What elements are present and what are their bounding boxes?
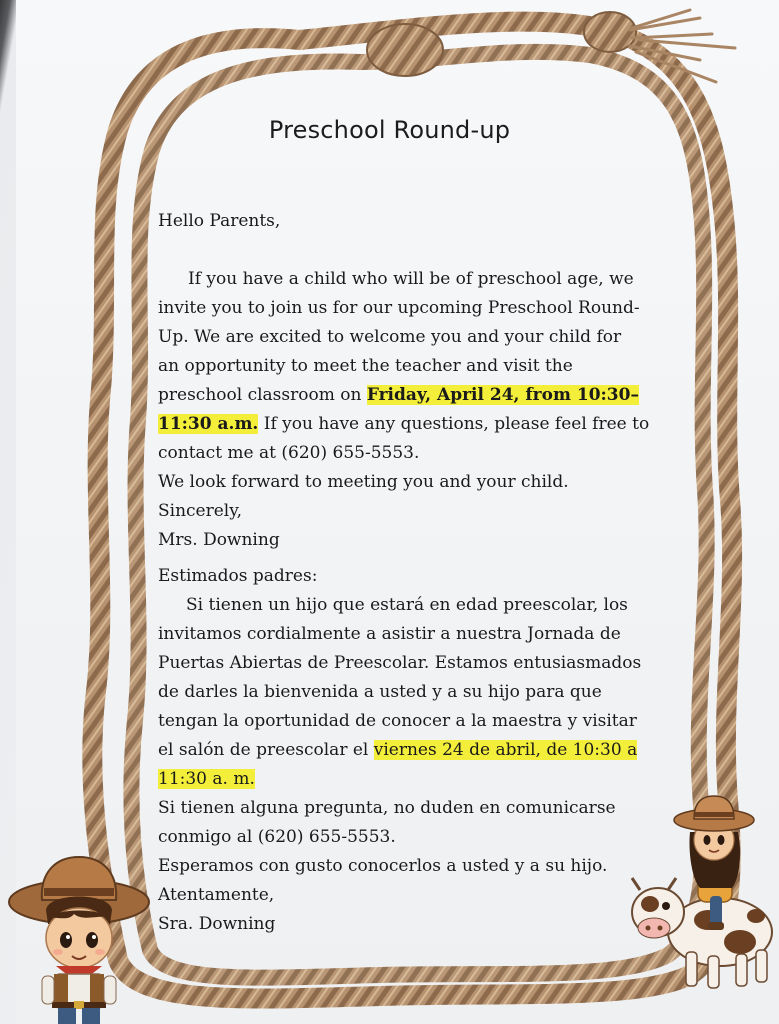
spanish-signature: Sra. Downing bbox=[158, 914, 276, 934]
cowgirl-on-cow-illustration bbox=[628, 792, 779, 996]
spanish-line-1: Si tienen un hijo que estará en edad preescolar, los bbox=[186, 595, 628, 615]
english-line-4: an opportunity to meet the teacher and visit the bbox=[158, 356, 573, 376]
english-line-8: We look forward to meeting you and your child. bbox=[158, 472, 569, 492]
rope-knot-right bbox=[584, 12, 636, 52]
english-line-6 bbox=[158, 410, 718, 439]
spanish-line-8: Si tienen alguna pregunta, no duden en comunicarse bbox=[158, 798, 616, 818]
english-line-1: If you have a child who will be of preschool age, we bbox=[188, 269, 634, 289]
english-letter bbox=[158, 207, 718, 555]
english-date-highlight: Friday, April 24, from 10:30– bbox=[366, 385, 639, 405]
page-title: Preschool Round-up bbox=[268, 116, 511, 144]
spanish-line-6 bbox=[158, 736, 718, 765]
spanish-date-highlight: viernes 24 de abril, de 10:30 a bbox=[373, 740, 638, 760]
english-line-7: contact me at (620) 655-5553. bbox=[158, 443, 420, 463]
spanish-line-2: invitamos cordialmente a asistir a nuestra Jornada de bbox=[158, 624, 621, 644]
english-line-5-text: preschool classroom on bbox=[158, 385, 367, 405]
spanish-greeting: Estimados padres: bbox=[158, 566, 318, 586]
english-line-2: invite you to join us for our upcoming Preschool Round- bbox=[158, 298, 640, 318]
spanish-line-10: Esperamos con gusto conocerlos a usted y a su hijo. bbox=[158, 856, 608, 876]
english-greeting: Hello Parents, bbox=[158, 211, 281, 231]
spanish-line-9: conmigo al (620) 655-5553. bbox=[158, 827, 396, 847]
spanish-line-6-text: el salón de preescolar el bbox=[158, 740, 374, 760]
spanish-line-5: tengan la oportunidad de conocer a la maestra y visitar bbox=[158, 711, 637, 731]
spanish-line-7 bbox=[158, 765, 718, 794]
english-time-highlight: 11:30 a.m. bbox=[158, 414, 259, 434]
spanish-time-highlight: 11:30 a. m. bbox=[158, 769, 255, 789]
english-line-6-text: If you have any questions, please feel free to bbox=[258, 414, 650, 434]
spanish-closing: Atentamente, bbox=[158, 885, 275, 905]
spanish-line-4: de darles la bienvenida a usted y a su hijo para que bbox=[158, 682, 602, 702]
spanish-line-3: Puertas Abiertas de Preescolar. Estamos entusiasmados bbox=[158, 653, 642, 673]
english-line-5 bbox=[158, 381, 718, 410]
english-closing: Sincerely, bbox=[158, 501, 242, 521]
english-line-3: Up. We are excited to welcome you and your child for bbox=[158, 327, 622, 347]
english-signature: Mrs. Downing bbox=[158, 530, 280, 550]
cowboy-boy-illustration bbox=[4, 852, 154, 1024]
rope-knot-top bbox=[367, 24, 443, 76]
